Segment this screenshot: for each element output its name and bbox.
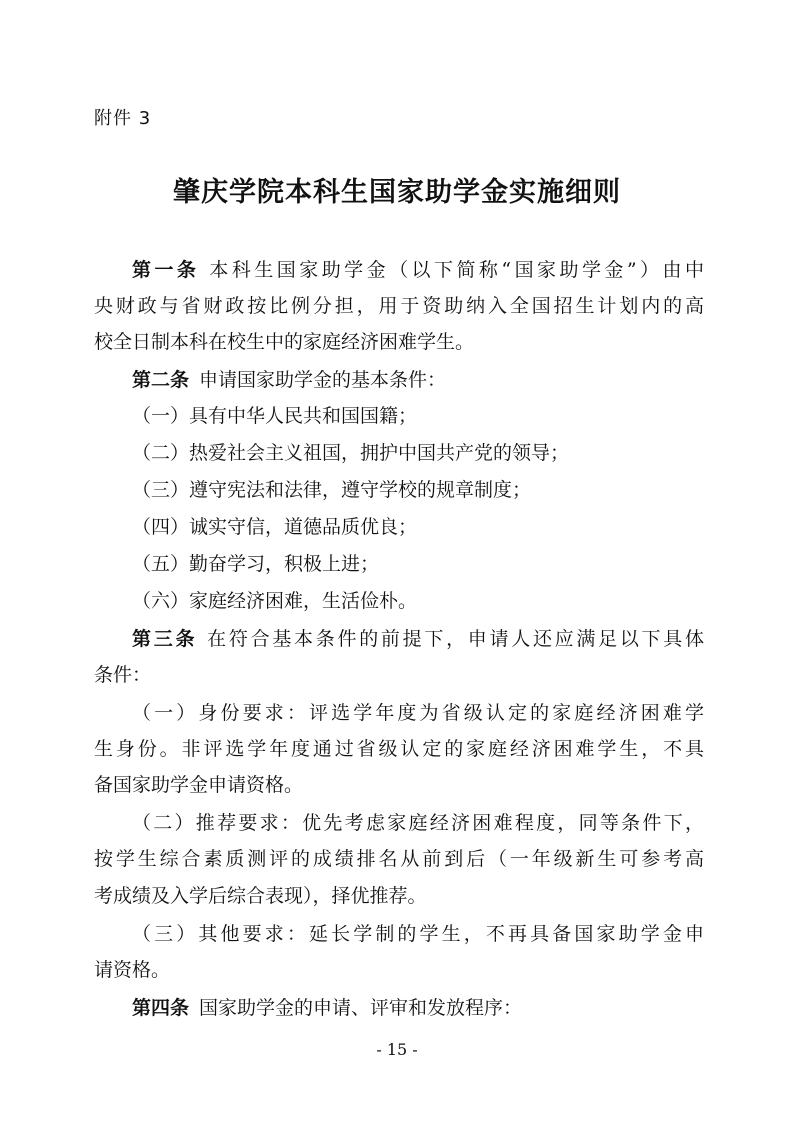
- article2-intro: 申请国家助学金的基本条件：: [199, 369, 447, 391]
- article3-item1-line1: （一）身份要求：评选学年度为省级认定的家庭经济困难学: [132, 702, 704, 724]
- article2-item-6: （六）家庭经济困难，生活俭朴。: [132, 590, 418, 612]
- document-title: 肇庆学院本科生国家助学金实施细则: [173, 177, 621, 208]
- article2-line: [132, 366, 704, 394]
- article1-line1: [132, 256, 704, 284]
- article3-label: 第三条: [132, 628, 198, 650]
- article4-label: 第四条: [132, 997, 190, 1019]
- article1-line3: 校全日制本科在校生中的家庭经济困难学生。: [94, 331, 475, 353]
- article1-text-1: 本科生国家助学金（以下简称“国家助学金”）由中: [209, 259, 704, 281]
- page-number: - 15 -: [376, 1040, 418, 1059]
- article2-item-5: （五）勤奋学习，积极上进；: [132, 553, 380, 575]
- article2-item-3: （三）遵守宪法和法律，遵守学校的规章制度；: [132, 479, 532, 501]
- article2-item-1: （一）具有中华人民共和国国籍；: [132, 405, 418, 427]
- article4-intro: 国家助学金的申请、评审和发放程序：: [199, 997, 523, 1019]
- article3-item2-line3: 考成绩及入学后综合表现），择优推荐。: [94, 885, 427, 907]
- article3-line1: [132, 625, 704, 653]
- article2-label: 第二条: [132, 369, 190, 391]
- article3-item2-line2: 按学生综合素质测评的成绩排名从前到后（一年级新生可参考高: [94, 848, 704, 870]
- article1-label: 第一条: [132, 259, 200, 281]
- article3-item1-line2: 生身份。非评选学年度通过省级认定的家庭经济困难学生，不具: [94, 738, 704, 760]
- article2-item-4: （四）诚实守信，道德品质优良；: [132, 516, 418, 538]
- article3-item3-line1: （三）其他要求：延长学制的学生，不再具备国家助学金申: [132, 923, 704, 945]
- article3-item2-line1: （二）推荐要求：优先考虑家庭经济困难程度，同等条件下，: [132, 812, 704, 834]
- attachment-label: 附件 3: [94, 108, 152, 129]
- article3-line2: 条件：: [94, 664, 152, 686]
- article3-text-1: 在符合基本条件的前提下，申请人还应满足以下具体: [207, 628, 704, 650]
- article1-line2: 央财政与省财政按比例分担，用于资助纳入全国招生计划内的高: [94, 295, 704, 317]
- article3-item1-line3: 备国家助学金申请资格。: [94, 774, 304, 796]
- article3-item3-line2: 请资格。: [94, 959, 171, 981]
- article4-line: [132, 994, 704, 1022]
- article2-item-2: （二）热爱社会主义祖国，拥护中国共产党的领导；: [132, 442, 570, 464]
